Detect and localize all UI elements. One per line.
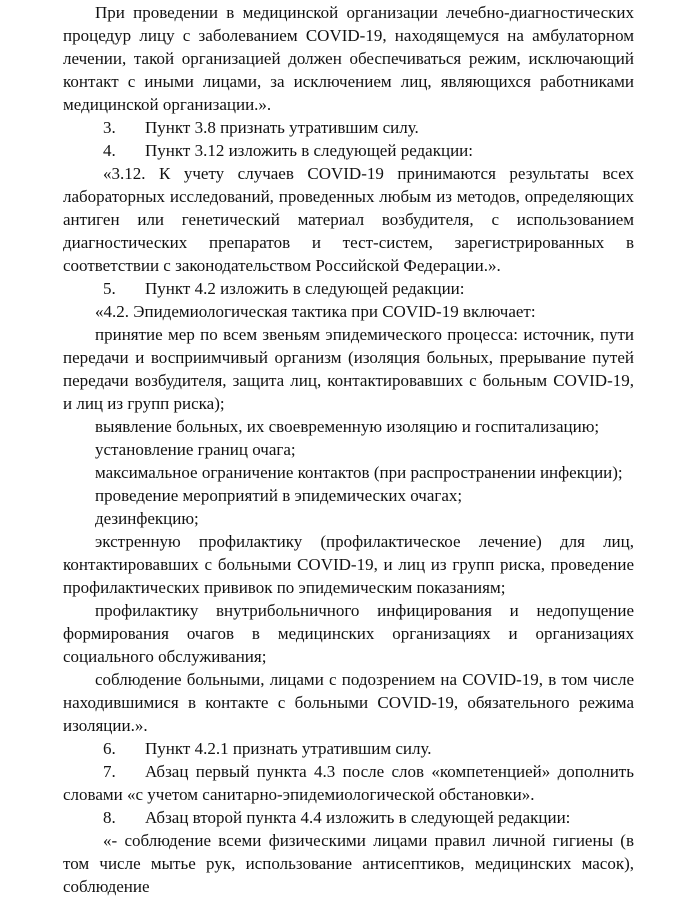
tactic-emergency-prophylaxis: экстренную профилактику (профилактическое лечение) для лиц, контактировавших с больными COVID-19, и лиц из групп риска, проведение профилактических прививок по эпидемическим показаниям;	[63, 532, 634, 597]
list-item-8	[63, 806, 634, 829]
item-number: 6.	[103, 739, 116, 758]
item-number: 3.	[103, 118, 116, 137]
item-number: 8.	[103, 808, 116, 827]
list-item-5	[63, 277, 634, 300]
tactic-detection: выявление больных, их своевременную изоляцию и госпитализацию;	[95, 417, 600, 436]
item-number: 4.	[103, 141, 116, 160]
list-item-7	[63, 760, 634, 806]
list-item-3	[63, 116, 634, 139]
quote-clause-4-2-heading: «4.2. Эпидемиологическая тактика при COVID-19 включает:	[95, 302, 536, 321]
tactic-isolation-compliance: соблюдение больными, лицами с подозрением на COVID-19, в том числе находившимися в контакте с больными COVID-19, обязательного режима изоляции.».	[63, 670, 634, 735]
document-page	[63, 1, 634, 898]
quote-clause-4-4-continued: «- соблюдение всеми физическими лицами правил личной гигиены (в том числе мытье рук, использование антисептиков, медицинских масок), соблюдение	[63, 831, 634, 896]
list-item-4	[63, 139, 634, 162]
tactic-boundaries: установление границ очага;	[95, 440, 296, 459]
tactic-measures-chain: принятие мер по всем звеньям эпидемического процесса: источник, пути передачи и восприимчивый организм (изоляция больных, прерывание путей передачи возбудителя, защита лиц, контактировавших с больным COVID-19, и лиц из групп риска);	[63, 325, 634, 413]
quote-clause-3-12: «3.12. К учету случаев COVID-19 принимаются результаты всех лабораторных исследований, проведенных любым из методов, определяющих антиген или генетический материал возбудителя, с использованием диагностических препаратов и тест-систем, зарегистрированных в соответствии с законодательством Российской Федерации.».	[63, 164, 634, 275]
item-text: Абзац первый пункта 4.3 после слов «компетенцией» дополнить словами «с учетом санитарно-эпидемиологической обстановки».	[63, 762, 634, 804]
list-item-6	[63, 737, 634, 760]
tactic-disinfection: дезинфекцию;	[95, 509, 199, 528]
tactic-nosocomial-prevention: профилактику внутрибольничного инфицирования и недопущение формирования очагов в медицинских организациях и организациях социального обслуживания;	[63, 601, 634, 666]
item-text: Пункт 4.2.1 признать утратившим силу.	[145, 739, 432, 758]
item-text: Пункт 3.12 изложить в следующей редакции:	[145, 141, 473, 160]
tactic-contact-limits: максимальное ограничение контактов (при распространении инфекции);	[95, 463, 623, 482]
item-text: Пункт 4.2 изложить в следующей редакции:	[145, 279, 465, 298]
tactic-outbreak-measures: проведение мероприятий в эпидемических очагах;	[95, 486, 463, 505]
item-number: 7.	[103, 762, 116, 781]
paragraph-outpatient-regime: При проведении в медицинской организации лечебно-диагностических процедур лицу с заболеванием COVID-19, находящемуся на амбулаторном лечении, такой организацией должен обеспечиваться режим, исключающий контакт с иными лицами, за исключением лиц, являющихся работниками медицинской организации.».	[63, 3, 634, 114]
item-text: Абзац второй пункта 4.4 изложить в следующей редакции:	[145, 808, 571, 827]
item-text: Пункт 3.8 признать утратившим силу.	[145, 118, 419, 137]
item-number: 5.	[103, 279, 116, 298]
